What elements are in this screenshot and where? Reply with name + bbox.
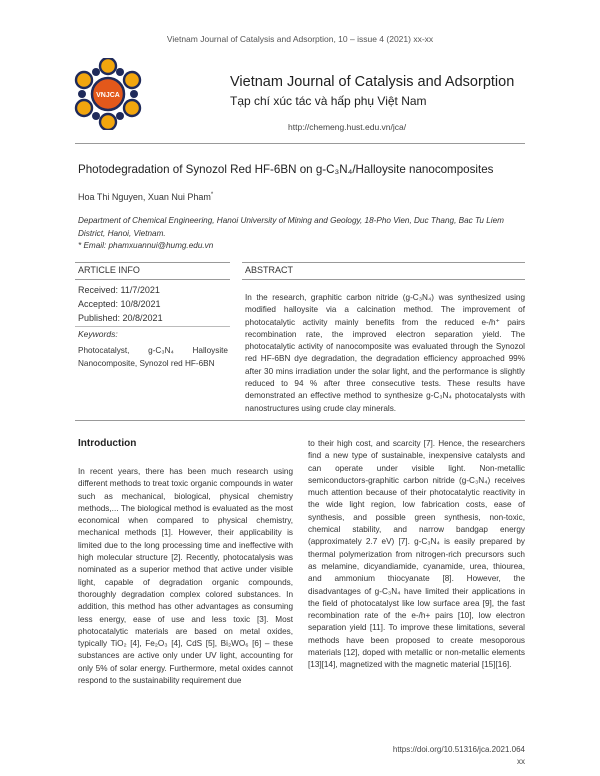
article-info-heading: ARTICLE INFO [78, 265, 140, 275]
affiliation: Department of Chemical Engineering, Hanoi University of Mining and Geology, 18-Pho Vien, Duc Thang, Bac Tu Liem District, Hanoi, Vietnam. [78, 216, 504, 238]
abstract-heading: ABSTRACT [245, 265, 294, 275]
journal-logo [72, 58, 144, 130]
affiliation-block [78, 215, 528, 253]
journal-subtitle: Tạp chí xúc tác và hấp phụ Việt Nam [230, 94, 427, 108]
accepted-date: Accepted: 10/8/2021 [78, 299, 161, 309]
introduction-left-column: In recent years, there has been much research using different methods to treat toxic organic compounds in water such as mechanical, biological, physical chemistry methods,... The biological method is evaluated as the most economical when compared to physical chemistry, mechanical methods [1]. However, their applicability is limited due to the long processing time and ineffective with high molecular structure [2]. Recently, photocatalysis was nominated as a superior method that active under visible light, capable of degradation organic compounds, thoroughly degradation complex colored substances. In addition, this method has other advantages as consuming less energy, ease of use and less toxic [3]. Most photocatalytic materials are based on metal oxides, typically TiO₂ [4], Fe₂O₃ [4], CdS [5], Bi₂WO₆ [6] – these substances are active only under UV light, accounting for only 5% of solar energy. Furthermore, metal oxides cannot respond to the sustainability requirement due [78, 467, 293, 686]
doi-link[interactable]: https://doi.org/10.51316/jca.2021.064 [392, 745, 525, 754]
abstract-bottom-rule [242, 279, 525, 280]
author-names: Hoa Thi Nguyen, Xuan Nui Pham [78, 192, 211, 202]
dates-divider [75, 326, 230, 327]
header-divider [75, 143, 525, 144]
received-date: Received: 11/7/2021 [78, 285, 160, 295]
running-header: Vietnam Journal of Catalysis and Adsorption, 10 – issue 4 (2021) xx-xx [166, 34, 434, 44]
authors [78, 192, 213, 202]
abstract-top-rule [242, 262, 525, 263]
author-email: * Email: phamxuannui@humg.edu.vn [78, 241, 214, 250]
introduction-heading: Introduction [78, 438, 137, 449]
keywords-label: Keywords: [78, 329, 118, 339]
journal-url[interactable]: http://chemeng.hust.edu.vn/jca/ [288, 122, 407, 132]
journal-title: Vietnam Journal of Catalysis and Adsorption [230, 74, 515, 90]
keywords: Photocatalyst, g-C₃N₄ Halloysite Nanocomposite, Synozol red HF-6BN [78, 346, 228, 368]
published-date: Published: 20/8/2021 [78, 313, 163, 323]
body-divider [75, 420, 525, 421]
article-info-top-rule [75, 262, 230, 263]
article-info-bottom-rule [75, 279, 230, 280]
corresponding-author-mark: * [210, 192, 214, 198]
page-number: xx [517, 757, 525, 766]
journal-logo-graphic [72, 58, 144, 130]
introduction-right-column: to their high cost, and scarcity [7]. Hence, the researchers find a new type of sustainable, inexpensive catalysts and can operate under visible light. Non-metallic semiconductors-graphitic carbon nitride (g-C₃N₄) receives much attention because of their photocatalytic reactivity in the wide light region, low fabrication costs, ease of synthesis, and possible green synthesis, non-toxic, chemical stability, and narrow bandgap energy (approximately 2.7 eV) [7]. g-C₃N₄ is easily prepared by thermal polymerization from nitrogen-rich precursors such as melamine, dicyandiamide, cyanamide, urea, thiourea, and ammonium thiocyanate [8]. However, the disadvantages of g-C₃N₄ have limited their applications in the field of photocatalyst like low surface area [9], the fast recombination rate of the e-/h+ pairs [10], low electron separation yield [11]. To improve these limitations, several methods have been proposed to create mesoporous materials [12], doped with metallic or non-metallic elements [13][14], magnetized with the magnetic material [15][16]. [308, 439, 525, 670]
abstract-text: In the research, graphitic carbon nitride (g-C₃N₄) was synthesized using modified halloysite via a calcination method. The improvement of photocatalytic activity mainly benefits from the reduced e-/h⁺ pairs recombination rate, the improved electron separation yield. The photocatalytic activity of nanocomposite was evaluated through the Synozol red HF-6BN dye degradation, the degradation efficiency approached 99% after 30 mins irradiation under the solar light, and the performance is slightly reduced to 94 % after three consecutive tests. These results have demonstrated an effective method to synthesize g-C₃N₄ photocatalysts with nanostructures using crude clay minerals. [245, 293, 525, 413]
paper-title: Photodegradation of Synozol Red HF-6BN on g-C₃N₄/Halloysite nanocomposites [78, 163, 494, 176]
logo-text: VNJCA [96, 92, 120, 99]
